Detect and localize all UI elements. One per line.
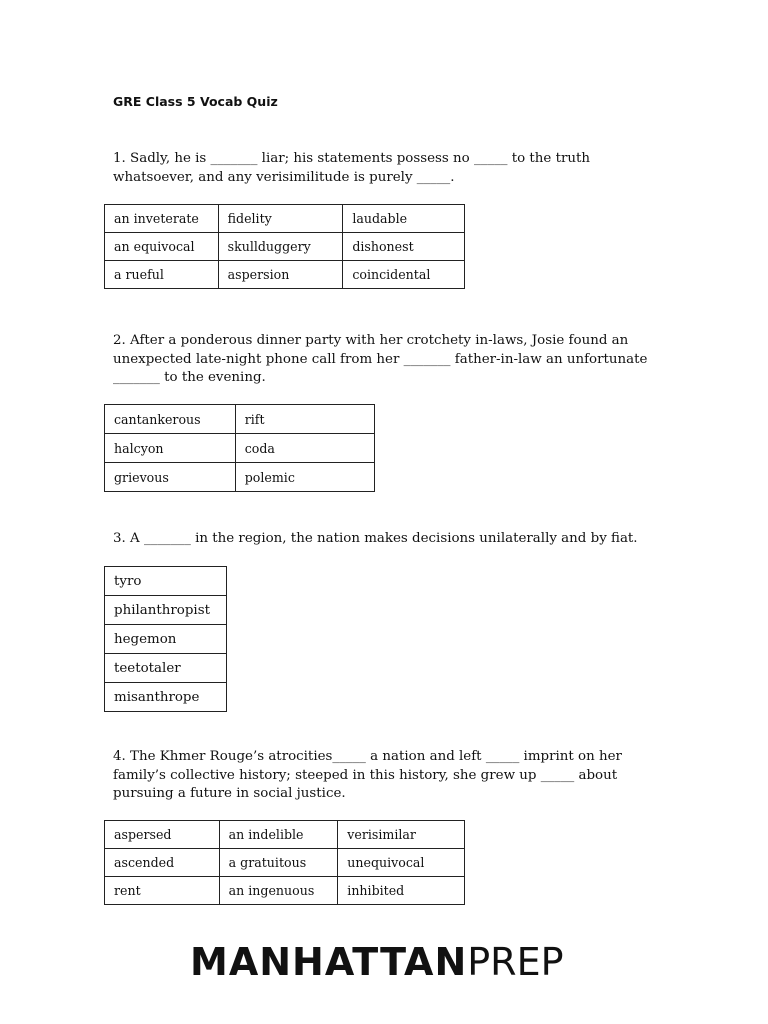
question-1-options xyxy=(104,204,465,289)
logo-part-manhattan: MANHATTAN xyxy=(190,940,468,984)
quiz-title: GRE Class 5 Vocab Quiz xyxy=(113,94,278,109)
option-cell: aspersion xyxy=(218,261,343,289)
option-cell: an ingenuous xyxy=(219,877,338,905)
option-cell: aspersed xyxy=(105,821,220,849)
option-cell: cantankerous xyxy=(105,405,236,434)
question-4-text: 4. The Khmer Rouge’s atrocities_____ a nation and left _____ imprint on her family’s collective history; steeped in this history, she grew up _____ about pursuing a future in social justice. xyxy=(113,749,622,801)
option-cell: ascended xyxy=(105,849,220,877)
option-cell: coincidental xyxy=(343,261,465,289)
option-cell: polemic xyxy=(235,463,374,492)
option-cell: inhibited xyxy=(338,877,465,905)
option-cell: a rueful xyxy=(105,261,219,289)
option-cell: dishonest xyxy=(343,233,465,261)
option-cell: an equivocal xyxy=(105,233,219,261)
option-cell: tyro xyxy=(105,567,227,596)
option-cell: hegemon xyxy=(105,625,227,654)
option-cell: rift xyxy=(235,405,374,434)
option-cell: a gratuitous xyxy=(219,849,338,877)
question-2-text: 2. After a ponderous dinner party with her crotchety in-laws, Josie found an unexpected late-night phone call from her _______ father-in-law an unfortunate _______ to the evening. xyxy=(113,333,648,385)
option-cell: skullduggery xyxy=(218,233,343,261)
option-cell: an inveterate xyxy=(105,205,219,233)
option-cell: grievous xyxy=(105,463,236,492)
option-cell: laudable xyxy=(343,205,465,233)
question-2-options xyxy=(104,404,375,492)
option-cell: rent xyxy=(105,877,220,905)
logo-part-prep: PREP xyxy=(467,940,564,984)
option-cell: coda xyxy=(235,434,374,463)
question-1-text: 1. Sadly, he is _______ liar; his statements possess no _____ to the truth whatsoever, and any verisimilitude is purely _____. xyxy=(113,151,591,185)
question-3-text: 3. A _______ in the region, the nation makes decisions unilaterally and by fiat. xyxy=(113,531,638,546)
option-cell: teetotaler xyxy=(105,654,227,683)
option-cell: halcyon xyxy=(105,434,236,463)
manhattan-prep-logo xyxy=(190,942,564,982)
option-cell: verisimilar xyxy=(338,821,465,849)
option-cell: misanthrope xyxy=(105,683,227,712)
option-cell: an indelible xyxy=(219,821,338,849)
option-cell: unequivocal xyxy=(338,849,465,877)
question-3-options xyxy=(104,566,227,712)
option-cell: fidelity xyxy=(218,205,343,233)
question-4-options xyxy=(104,820,465,905)
option-cell: philanthropist xyxy=(105,596,227,625)
